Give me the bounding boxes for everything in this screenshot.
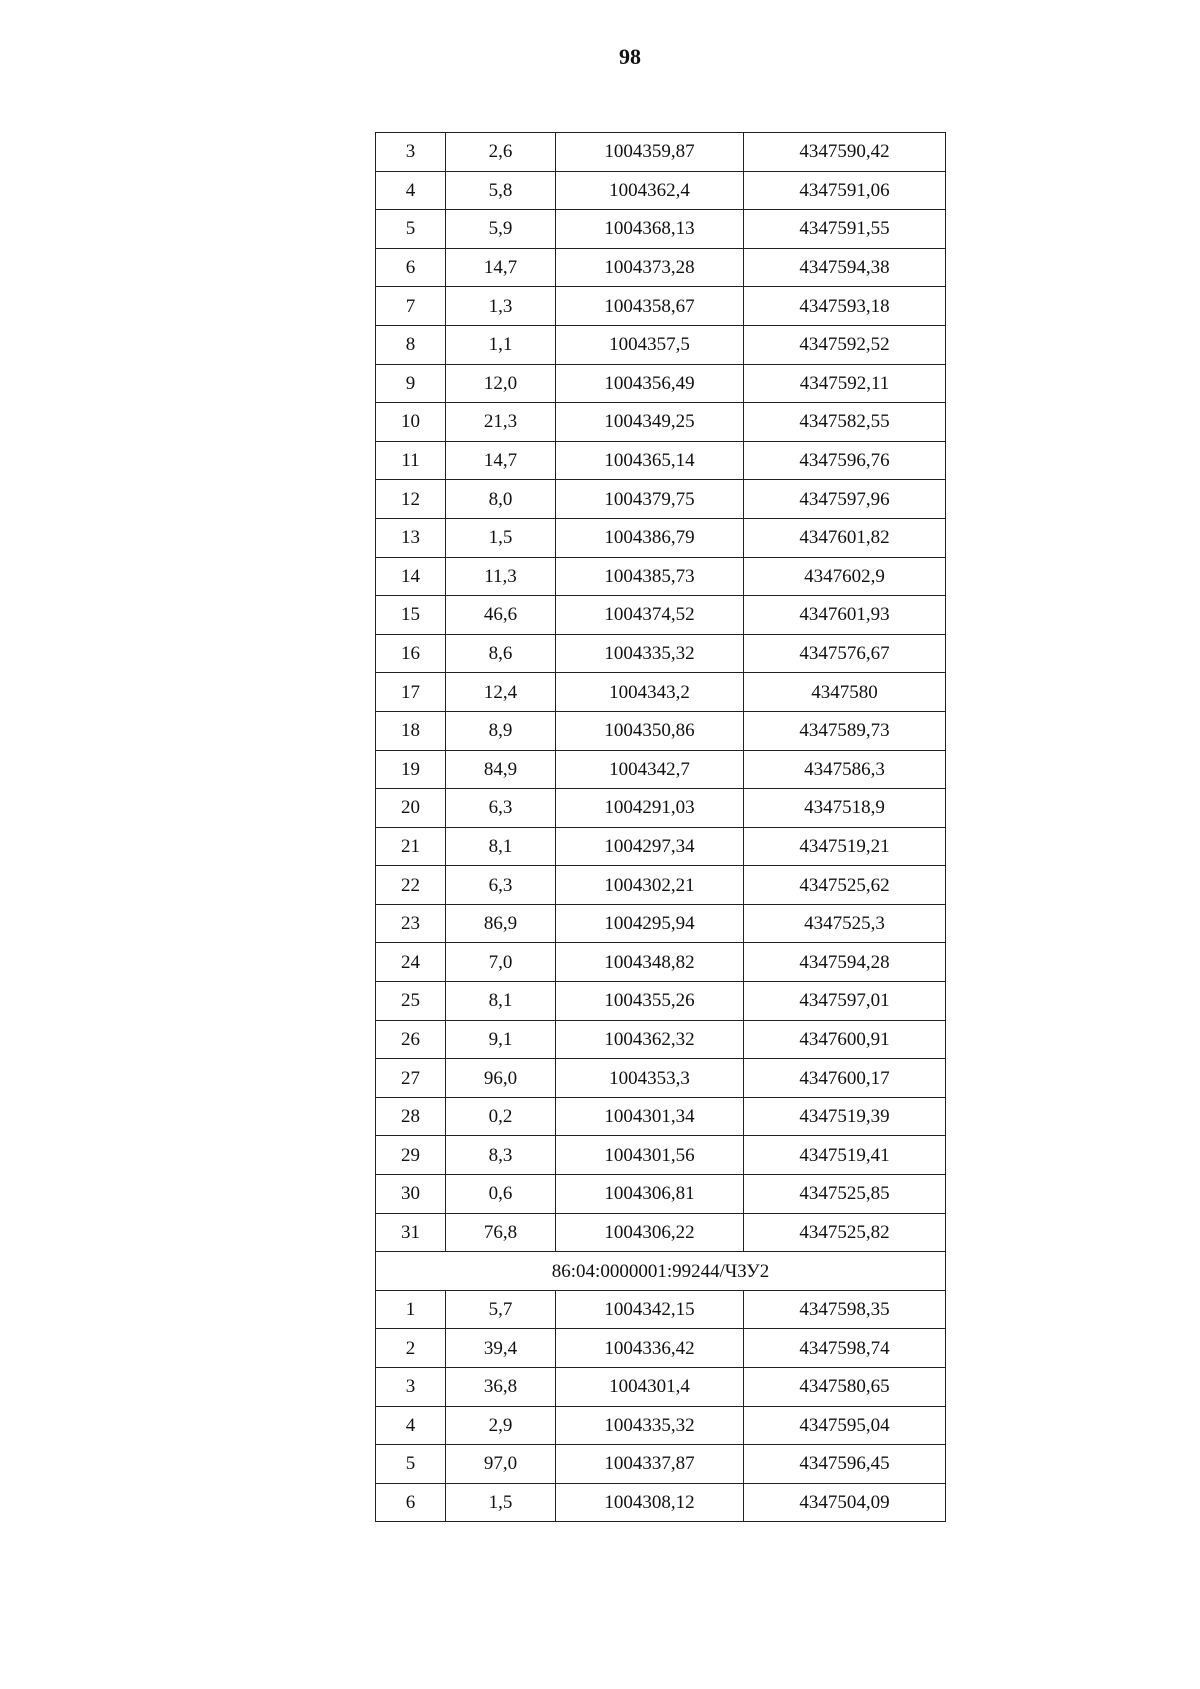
distance-cell: 8,0 [446, 480, 556, 519]
y-coordinate-cell: 4347592,11 [744, 364, 946, 403]
distance-cell: 9,1 [446, 1020, 556, 1059]
distance-cell: 86,9 [446, 904, 556, 943]
distance-cell: 0,6 [446, 1175, 556, 1214]
x-coordinate-cell: 1004357,5 [556, 325, 744, 364]
y-coordinate-cell: 4347595,04 [744, 1406, 946, 1445]
point-number-cell: 5 [376, 210, 446, 249]
x-coordinate-cell: 1004335,32 [556, 1406, 744, 1445]
coordinates-rows-part-2 [376, 1290, 946, 1522]
section-header-row [376, 1252, 946, 1291]
y-coordinate-cell: 4347594,38 [744, 248, 946, 287]
x-coordinate-cell: 1004342,15 [556, 1290, 744, 1329]
point-number-cell: 22 [376, 866, 446, 905]
y-coordinate-cell: 4347593,18 [744, 287, 946, 326]
table-row [376, 827, 946, 866]
point-number-cell: 25 [376, 982, 446, 1021]
y-coordinate-cell: 4347519,39 [744, 1097, 946, 1136]
point-number-cell: 15 [376, 596, 446, 635]
x-coordinate-cell: 1004343,2 [556, 673, 744, 712]
distance-cell: 8,3 [446, 1136, 556, 1175]
y-coordinate-cell: 4347597,96 [744, 480, 946, 519]
table-row [376, 364, 946, 403]
distance-cell: 12,4 [446, 673, 556, 712]
x-coordinate-cell: 1004348,82 [556, 943, 744, 982]
table-row [376, 287, 946, 326]
y-coordinate-cell: 4347597,01 [744, 982, 946, 1021]
table-row [376, 1329, 946, 1368]
distance-cell: 14,7 [446, 248, 556, 287]
distance-cell: 39,4 [446, 1329, 556, 1368]
table-row [376, 866, 946, 905]
distance-cell: 2,6 [446, 133, 556, 172]
x-coordinate-cell: 1004362,4 [556, 171, 744, 210]
point-number-cell: 17 [376, 673, 446, 712]
table-row [376, 403, 946, 442]
y-coordinate-cell: 4347596,76 [744, 441, 946, 480]
distance-cell: 8,9 [446, 711, 556, 750]
distance-cell: 1,5 [446, 518, 556, 557]
point-number-cell: 29 [376, 1136, 446, 1175]
distance-cell: 46,6 [446, 596, 556, 635]
x-coordinate-cell: 1004356,49 [556, 364, 744, 403]
table-row [376, 943, 946, 982]
x-coordinate-cell: 1004306,22 [556, 1213, 744, 1252]
x-coordinate-cell: 1004297,34 [556, 827, 744, 866]
point-number-cell: 9 [376, 364, 446, 403]
point-number-cell: 3 [376, 1368, 446, 1407]
point-number-cell: 2 [376, 1329, 446, 1368]
table-row [376, 673, 946, 712]
point-number-cell: 26 [376, 1020, 446, 1059]
distance-cell: 14,7 [446, 441, 556, 480]
x-coordinate-cell: 1004302,21 [556, 866, 744, 905]
point-number-cell: 20 [376, 789, 446, 828]
table-row [376, 1175, 946, 1214]
page-number: 98 [619, 44, 641, 69]
distance-cell: 5,7 [446, 1290, 556, 1329]
point-number-cell: 24 [376, 943, 446, 982]
table-row [376, 1445, 946, 1484]
table-row [376, 518, 946, 557]
y-coordinate-cell: 4347592,52 [744, 325, 946, 364]
x-coordinate-cell: 1004336,42 [556, 1329, 744, 1368]
point-number-cell: 7 [376, 287, 446, 326]
y-coordinate-cell: 4347602,9 [744, 557, 946, 596]
y-coordinate-cell: 4347525,85 [744, 1175, 946, 1214]
x-coordinate-cell: 1004342,7 [556, 750, 744, 789]
distance-cell: 5,8 [446, 171, 556, 210]
table-row [376, 325, 946, 364]
section-header-group [376, 1252, 946, 1291]
point-number-cell: 4 [376, 171, 446, 210]
table-row [376, 133, 946, 172]
x-coordinate-cell: 1004301,34 [556, 1097, 744, 1136]
table-row [376, 1059, 946, 1098]
x-coordinate-cell: 1004295,94 [556, 904, 744, 943]
table-row [376, 1097, 946, 1136]
table-row [376, 557, 946, 596]
point-number-cell: 14 [376, 557, 446, 596]
point-number-cell: 8 [376, 325, 446, 364]
distance-cell: 12,0 [446, 364, 556, 403]
table-row [376, 1368, 946, 1407]
x-coordinate-cell: 1004306,81 [556, 1175, 744, 1214]
y-coordinate-cell: 4347601,82 [744, 518, 946, 557]
x-coordinate-cell: 1004386,79 [556, 518, 744, 557]
point-number-cell: 28 [376, 1097, 446, 1136]
table-row [376, 248, 946, 287]
x-coordinate-cell: 1004358,67 [556, 287, 744, 326]
x-coordinate-cell: 1004355,26 [556, 982, 744, 1021]
x-coordinate-cell: 1004337,87 [556, 1445, 744, 1484]
y-coordinate-cell: 4347598,74 [744, 1329, 946, 1368]
x-coordinate-cell: 1004379,75 [556, 480, 744, 519]
point-number-cell: 4 [376, 1406, 446, 1445]
y-coordinate-cell: 4347580,65 [744, 1368, 946, 1407]
point-number-cell: 12 [376, 480, 446, 519]
point-number-cell: 21 [376, 827, 446, 866]
point-number-cell: 6 [376, 248, 446, 287]
table-row [376, 596, 946, 635]
point-number-cell: 27 [376, 1059, 446, 1098]
point-number-cell: 23 [376, 904, 446, 943]
distance-cell: 0,2 [446, 1097, 556, 1136]
x-coordinate-cell: 1004385,73 [556, 557, 744, 596]
x-coordinate-cell: 1004301,4 [556, 1368, 744, 1407]
distance-cell: 8,1 [446, 827, 556, 866]
y-coordinate-cell: 4347576,67 [744, 634, 946, 673]
table-row [376, 634, 946, 673]
distance-cell: 7,0 [446, 943, 556, 982]
distance-cell: 5,9 [446, 210, 556, 249]
x-coordinate-cell: 1004359,87 [556, 133, 744, 172]
y-coordinate-cell: 4347582,55 [744, 403, 946, 442]
table-row [376, 171, 946, 210]
y-coordinate-cell: 4347591,06 [744, 171, 946, 210]
x-coordinate-cell: 1004365,14 [556, 441, 744, 480]
point-number-cell: 30 [376, 1175, 446, 1214]
distance-cell: 6,3 [446, 866, 556, 905]
y-coordinate-cell: 4347601,93 [744, 596, 946, 635]
point-number-cell: 16 [376, 634, 446, 673]
x-coordinate-cell: 1004350,86 [556, 711, 744, 750]
y-coordinate-cell: 4347525,82 [744, 1213, 946, 1252]
y-coordinate-cell: 4347590,42 [744, 133, 946, 172]
point-number-cell: 1 [376, 1290, 446, 1329]
y-coordinate-cell: 4347519,21 [744, 827, 946, 866]
distance-cell: 97,0 [446, 1445, 556, 1484]
distance-cell: 6,3 [446, 789, 556, 828]
table-row [376, 750, 946, 789]
y-coordinate-cell: 4347591,55 [744, 210, 946, 249]
distance-cell: 96,0 [446, 1059, 556, 1098]
point-number-cell: 18 [376, 711, 446, 750]
x-coordinate-cell: 1004368,13 [556, 210, 744, 249]
point-number-cell: 10 [376, 403, 446, 442]
distance-cell: 11,3 [446, 557, 556, 596]
y-coordinate-cell: 4347600,91 [744, 1020, 946, 1059]
point-number-cell: 11 [376, 441, 446, 480]
table-row [376, 441, 946, 480]
table-row [376, 789, 946, 828]
y-coordinate-cell: 4347598,35 [744, 1290, 946, 1329]
table-row [376, 1483, 946, 1522]
table-row [376, 904, 946, 943]
y-coordinate-cell: 4347518,9 [744, 789, 946, 828]
y-coordinate-cell: 4347525,3 [744, 904, 946, 943]
x-coordinate-cell: 1004349,25 [556, 403, 744, 442]
table-row [376, 1290, 946, 1329]
y-coordinate-cell: 4347525,62 [744, 866, 946, 905]
distance-cell: 1,3 [446, 287, 556, 326]
point-number-cell: 3 [376, 133, 446, 172]
point-number-cell: 6 [376, 1483, 446, 1522]
distance-cell: 1,1 [446, 325, 556, 364]
table-row [376, 982, 946, 1021]
y-coordinate-cell: 4347589,73 [744, 711, 946, 750]
point-number-cell: 13 [376, 518, 446, 557]
y-coordinate-cell: 4347600,17 [744, 1059, 946, 1098]
y-coordinate-cell: 4347504,09 [744, 1483, 946, 1522]
distance-cell: 1,5 [446, 1483, 556, 1522]
section-title: 86:04:0000001:99244/ЧЗУ2 [376, 1252, 946, 1291]
distance-cell: 76,8 [446, 1213, 556, 1252]
distance-cell: 2,9 [446, 1406, 556, 1445]
x-coordinate-cell: 1004308,12 [556, 1483, 744, 1522]
x-coordinate-cell: 1004291,03 [556, 789, 744, 828]
x-coordinate-cell: 1004373,28 [556, 248, 744, 287]
table-row [376, 1136, 946, 1175]
distance-cell: 84,9 [446, 750, 556, 789]
point-number-cell: 5 [376, 1445, 446, 1484]
x-coordinate-cell: 1004301,56 [556, 1136, 744, 1175]
distance-cell: 8,6 [446, 634, 556, 673]
table-row [376, 1020, 946, 1059]
table-row [376, 480, 946, 519]
distance-cell: 21,3 [446, 403, 556, 442]
x-coordinate-cell: 1004374,52 [556, 596, 744, 635]
point-number-cell: 19 [376, 750, 446, 789]
table-row [376, 210, 946, 249]
x-coordinate-cell: 1004362,32 [556, 1020, 744, 1059]
y-coordinate-cell: 4347586,3 [744, 750, 946, 789]
coordinates-rows-part-1 [376, 133, 946, 1252]
y-coordinate-cell: 4347596,45 [744, 1445, 946, 1484]
x-coordinate-cell: 1004335,32 [556, 634, 744, 673]
y-coordinate-cell: 4347594,28 [744, 943, 946, 982]
distance-cell: 8,1 [446, 982, 556, 1021]
point-number-cell: 31 [376, 1213, 446, 1252]
table-row [376, 1406, 946, 1445]
table-row [376, 1213, 946, 1252]
table-row [376, 711, 946, 750]
coordinates-table [375, 132, 946, 1522]
y-coordinate-cell: 4347519,41 [744, 1136, 946, 1175]
x-coordinate-cell: 1004353,3 [556, 1059, 744, 1098]
distance-cell: 36,8 [446, 1368, 556, 1407]
y-coordinate-cell: 4347580 [744, 673, 946, 712]
